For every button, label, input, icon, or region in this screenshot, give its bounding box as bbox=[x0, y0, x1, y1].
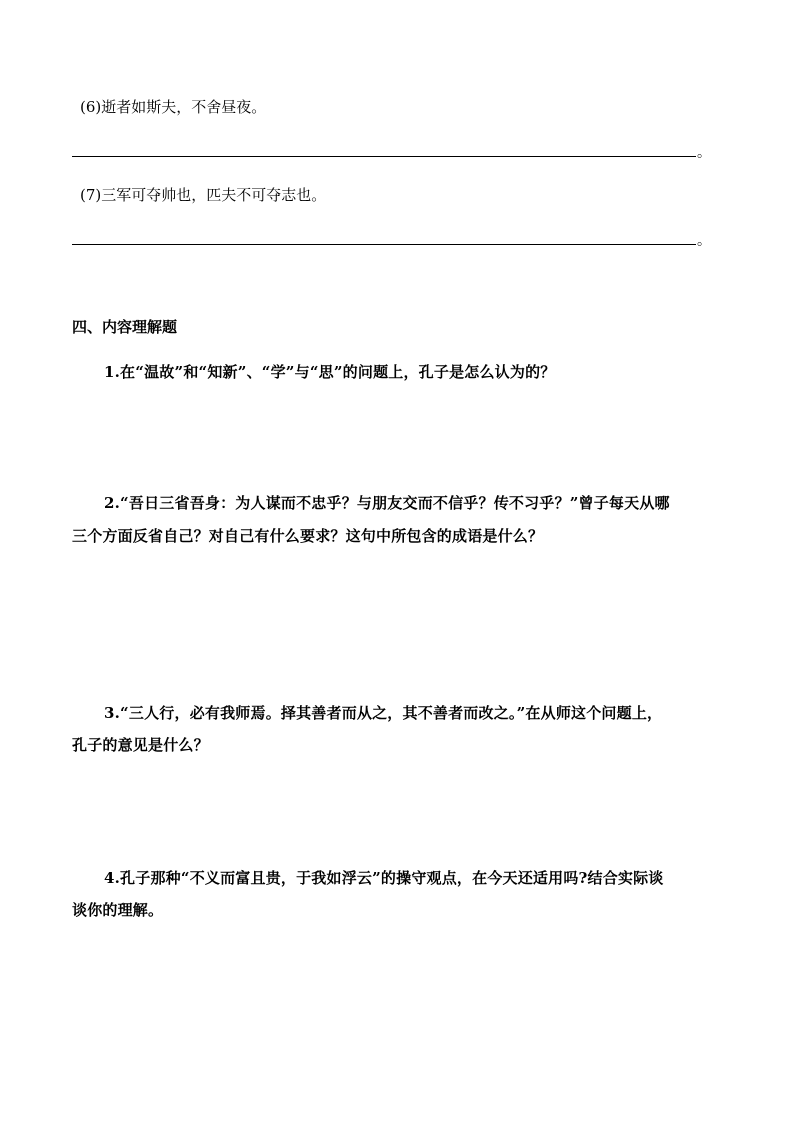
item-6-text: (6)逝者如斯夫，不舍昼夜。 bbox=[80, 98, 267, 116]
section-title: 四、内容理解题 bbox=[72, 318, 178, 336]
question-3-line-2: 孔子的意见是什么？ bbox=[72, 736, 209, 754]
question-1: 1.在“温故”和“知新”、“学”与“思”的问题上，孔子是怎么认为的？ bbox=[104, 363, 556, 381]
question-3-line-1: 3.“三人行，必有我师焉。择其善者而从之，其不善者而改之。”在从师这个问题上， bbox=[104, 704, 663, 722]
question-4-line-2: 谈你的理解。 bbox=[72, 901, 164, 919]
answer-line-6[interactable] bbox=[72, 156, 696, 157]
question-2-line-2: 三个方面反省自己？对自己有什么要求？这句中所包含的成语是什么？ bbox=[72, 527, 544, 545]
question-2-line-1: 2.“吾日三省吾身：为人谋而不忠乎？与朋友交而不信乎？传不习乎？”曾子每天从哪 bbox=[104, 494, 670, 512]
answer-period-6: 。 bbox=[697, 145, 711, 161]
item-7-text: (7)三军可夺帅也，匹夫不可夺志也。 bbox=[80, 186, 327, 204]
answer-period-7: 。 bbox=[697, 233, 711, 249]
answer-line-7[interactable] bbox=[72, 244, 696, 245]
question-4-line-1: 4.孔子那种“不义而富且贵，于我如浮云”的操守观点，在今天还适用吗?结合实际谈 bbox=[104, 869, 664, 887]
